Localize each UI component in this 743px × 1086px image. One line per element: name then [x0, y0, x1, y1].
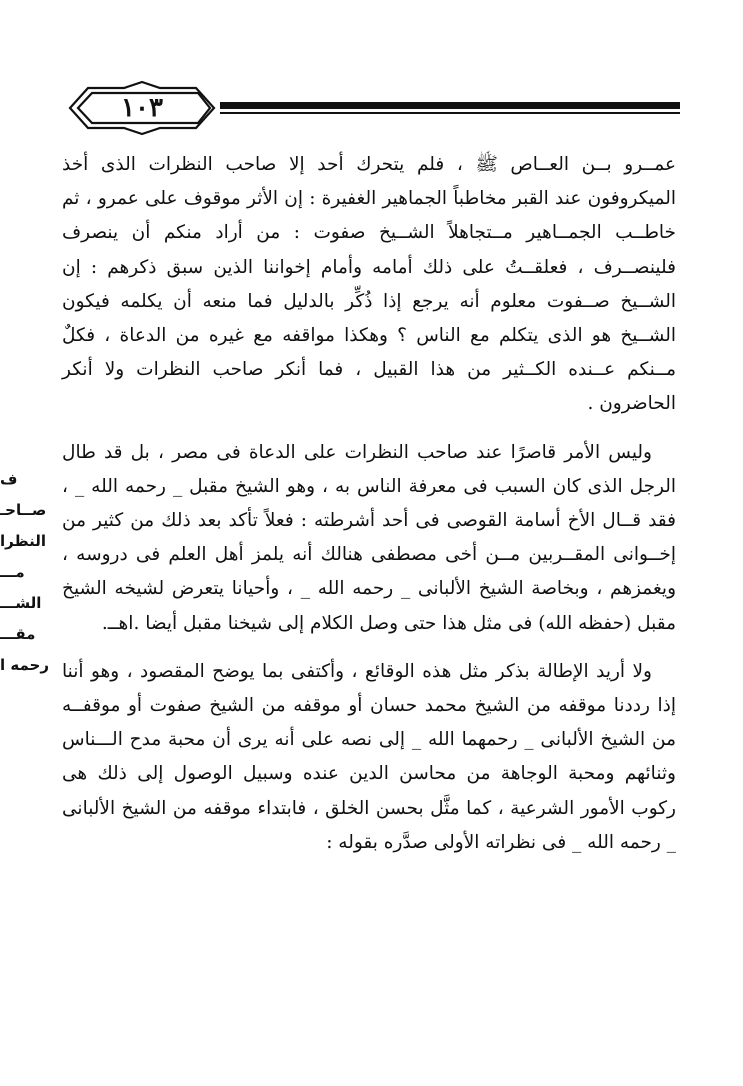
margin-note-line: الشـــ: [0, 594, 42, 612]
paragraph: وليس الأمر قاصرًا عند صاحب النظرات على الدعاة فى مصر ، بل قد طال الرجل الذى كان السبب فى معرفة الناس به ، وهو الشيخ مقبل _ رحمه الله _ ، فقد قــال الأخ أسامة القوصى فى أحد أشرطته : فعلاً تأكد بعد ذلك من كثير من إخــوانى المقــربين مــن أخى مصطفى هنالك أنه يلمز أهل العلم فى دروسه ، ويغمزهم ، وبخاصة الشيخ الألبانى _ رحمه الله _ ، وأحيانا يتعرض لشيخه الشيخ مقبل (حفظه الله) فى مثل هذا حتى وصل الكلام إلى شيخنا مقبل أيضا .اهــ.: [62, 441, 676, 634]
margin-note-line: رحمه ا: [0, 656, 49, 674]
margin-note-line: صــاحـ: [0, 501, 47, 519]
paragraph: عمــرو بــن العــاص ﷺ ، فلم يتحرك أحد إلا صاحب النظرات الذى أخذ الميكروفون عند القبر مخاطباً الجماهير الغفيرة : إن الأثر موقوف على عمرو ، ثم خاطــب الجمــاهير مــتجاهلاً الشــيخ صفوت : من أراد منكم أن ينصرف فلينصــرف ، فعلقــتُ على ذلك أمامه وأمام إخواننا الذين سبق ذكرهم : إن الشــيخ صــفوت معلوم أنه يرجع إذا ذُكِّر بالدليل فما منعه أن يكلمه فيكون الشــيخ هو الذى يتكلم مع الناس ؟ وهكذا مواقفه مع غيره من الدعاة ، فكلٌ مــنكم عــنده الكــثير من هذا القبيل ، فما أنكر صاحب النظرات ولا أنكر الحاضرون .: [62, 154, 676, 415]
page-number: ١٠٣: [121, 93, 163, 123]
margin-note: [0, 464, 50, 704]
margin-note-line: النظرا: [0, 532, 46, 550]
main-text: [62, 148, 676, 874]
margin-note-line: ف: [0, 470, 18, 488]
page-header: [64, 80, 684, 136]
margin-note-line: مقـــ: [0, 625, 36, 643]
paragraph: ولا أريد الإطالة بذكر مثل هذه الوقائع ، وأكتفى بما يوضح المقصود ، وهو أننا إذا رددنا موقفه من الشيخ محمد حسان أو موقفه من الشيخ صفوت أو موقفــه من الشيخ الألبانى _ رحمهما الله _ إلى نصه على أنه يرى أن محبة مدح الـــناس وثنائهم ومحبة الوجاهة من محاسن الدين عنده وسبيل الوصول إلى ذلك هى ركوب الأمور الشرعية ، كما مثَّل بحسن الخلق ، فابتداء موقفه من الشيخ الألبانى _ رحمه الله _ فى نظراته الأولى صدَّره بقوله :: [62, 660, 676, 853]
margin-note-line: مـــ: [0, 563, 25, 581]
